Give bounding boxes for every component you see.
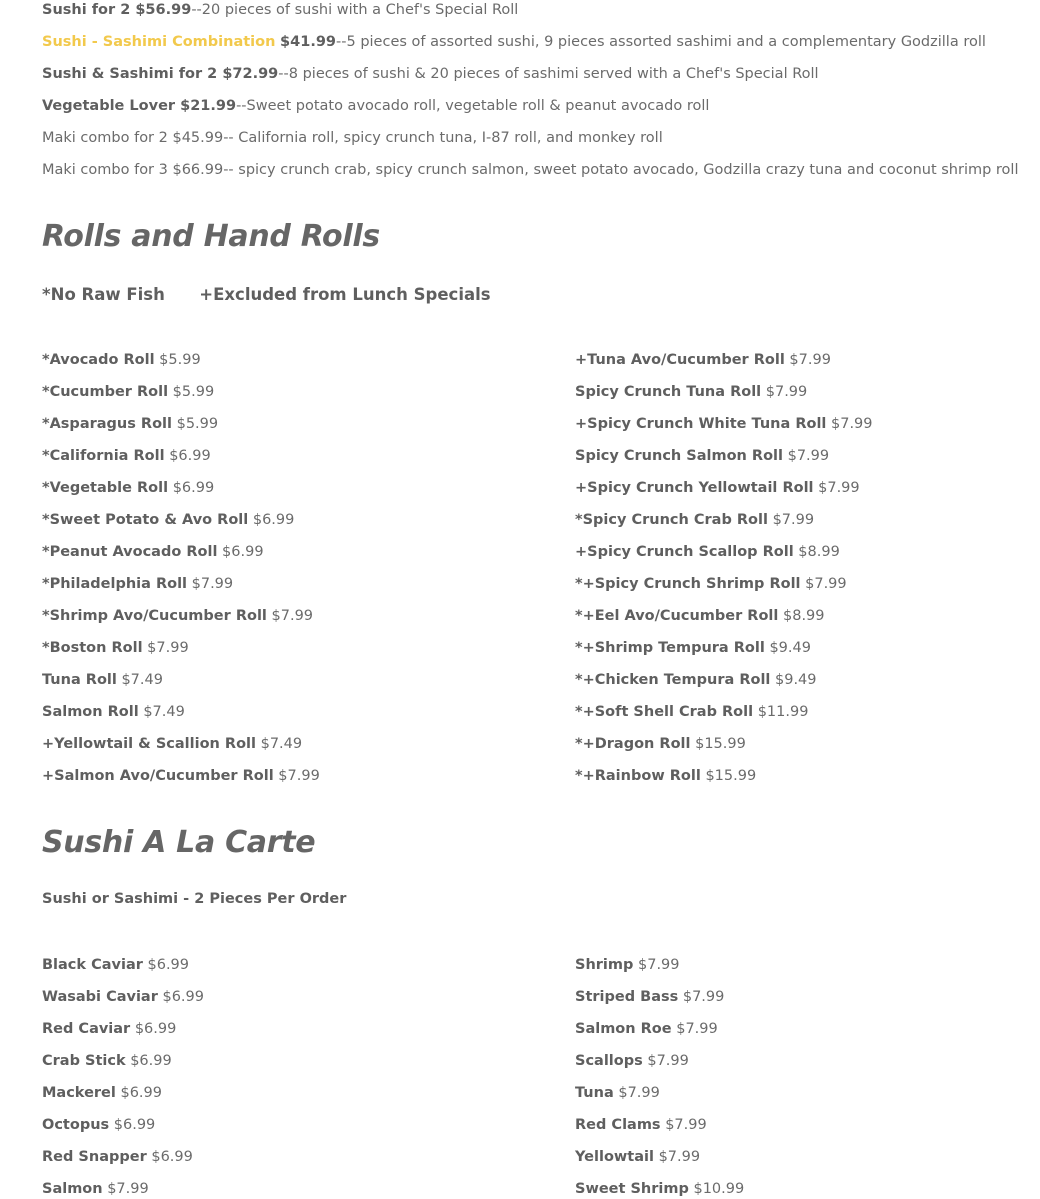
menu-item-name: +Spicy Crunch Yellowtail Roll [575, 480, 814, 496]
menu-item [42, 670, 163, 690]
menu-item-price: $7.99 [772, 512, 815, 528]
menu-item [42, 542, 264, 562]
combo-line [42, 160, 1018, 180]
menu-item-price: $5.99 [159, 352, 201, 368]
menu-item-name: *+Shrimp Tempura Roll [575, 640, 765, 656]
combo-line [42, 96, 709, 116]
menu-item [575, 702, 808, 722]
menu-item-name: *+Dragon Roll [575, 736, 691, 752]
menu-item [575, 1051, 689, 1071]
menu-item-price: $7.49 [143, 704, 185, 720]
menu-item-name: +Yellowtail & Scallion Roll [42, 736, 256, 752]
menu-item-name: Tuna [575, 1085, 614, 1101]
menu-item [42, 606, 313, 626]
menu-item [575, 1083, 660, 1103]
menu-item-name: *Philadelphia Roll [42, 576, 188, 592]
menu-item-price: $6.99 [252, 512, 295, 528]
menu-item-price: $7.99 [765, 384, 808, 400]
menu-item [575, 606, 825, 626]
menu-item [575, 1179, 744, 1199]
menu-item-name: *+Soft Shell Crab Roll [575, 704, 754, 720]
menu-item-price: $7.99 [638, 957, 680, 973]
menu-item-price: $7.99 [107, 1181, 149, 1197]
menu-item-price: $6.99 [130, 1053, 172, 1069]
menu-item-name: Spicy Crunch Tuna Roll [575, 384, 762, 400]
menu-item [575, 574, 847, 594]
menu-item [575, 1019, 718, 1039]
menu-item-name: Sweet Shrimp [575, 1181, 689, 1197]
menu-item [42, 734, 302, 754]
menu-item-name: +Spicy Crunch Scallop Roll [575, 544, 794, 560]
menu-item [42, 1083, 162, 1103]
menu-item-price: $7.49 [121, 672, 163, 688]
menu-item [42, 1019, 176, 1039]
menu-item [42, 446, 211, 466]
menu-item-name: Tuna Roll [42, 672, 117, 688]
menu-item-price: $10.99 [693, 1181, 745, 1197]
combo-line [42, 0, 518, 20]
menu-item-name: Yellowtail [575, 1149, 654, 1165]
menu-item-name: *+Rainbow Roll [575, 768, 701, 784]
menu-item-price: $7.99 [831, 416, 873, 432]
menu-item-price: $7.99 [676, 1021, 718, 1037]
menu-item-name: Red Snapper [42, 1149, 147, 1165]
menu-item [575, 382, 807, 402]
menu-item-price: $6.99 [134, 1021, 177, 1037]
menu-item-price: $7.49 [260, 736, 303, 752]
menu-item-price: $6.99 [120, 1085, 162, 1101]
menu-item-name: +Tuna Avo/Cucumber Roll [575, 352, 785, 368]
menu-item-price: $15.99 [695, 736, 746, 752]
menu-item [575, 510, 814, 530]
menu-item-price: $6.99 [162, 989, 204, 1005]
menu-item-price: $5.99 [176, 416, 219, 432]
menu-item-name: Shrimp [575, 957, 634, 973]
menu-item-name: Salmon [42, 1181, 103, 1197]
menu-item-name: *Vegetable Roll [42, 480, 169, 496]
menu-item-price: $7.99 [805, 576, 847, 592]
menu-item-name: *Boston Roll [42, 640, 143, 656]
menu-item [575, 1115, 707, 1135]
combo-name-highlighted: Sushi - Sashimi Combination [42, 34, 276, 50]
menu-item-name: Black Caviar [42, 957, 143, 973]
menu-item [42, 638, 189, 658]
menu-item [42, 382, 214, 402]
menu-item-price: $7.99 [818, 480, 860, 496]
menu-item-price: $7.99 [271, 608, 314, 624]
menu-item [575, 987, 724, 1007]
menu-item-price: $7.99 [278, 768, 320, 784]
menu-item [575, 638, 811, 658]
menu-item-name: Striped Bass [575, 989, 679, 1005]
menu-item-name: Red Clams [575, 1117, 661, 1133]
menu-item-price: $9.49 [775, 672, 817, 688]
combo-price: $41.99 [280, 34, 337, 50]
menu-item [575, 670, 817, 690]
menu-item [575, 1147, 700, 1167]
rolls-legend: *No Raw Fish +Excluded from Lunch Specials [42, 285, 491, 304]
menu-item-name: *Asparagus Roll [42, 416, 172, 432]
menu-item-name: *Spicy Crunch Crab Roll [575, 512, 768, 528]
menu-item [575, 955, 680, 975]
menu-item-name: *Sweet Potato & Avo Roll [42, 512, 249, 528]
combo-text: Maki combo for 2 $45.99-- California roll, spicy crunch tuna, I-87 roll, and monkey roll [42, 130, 663, 146]
combo-text: Maki combo for 3 $66.99-- spicy crunch crab, spicy crunch salmon, sweet potato avocado, Godzilla crazy tuna and coconut shrimp roll [42, 162, 1019, 178]
menu-item-price: $5.99 [172, 384, 215, 400]
menu-item-name: Octopus [42, 1117, 110, 1133]
menu-item [42, 510, 294, 530]
combo-line [42, 64, 819, 84]
menu-item [42, 702, 185, 722]
alacarte-section-title: Sushi A La Carte [42, 825, 316, 860]
menu-item-price: $9.49 [769, 640, 811, 656]
menu-item [575, 414, 873, 434]
menu-item-price: $6.99 [172, 480, 215, 496]
menu-item-name: Crab Stick [42, 1053, 126, 1069]
menu-item-name: *California Roll [42, 448, 165, 464]
menu-item-price: $7.99 [647, 1053, 689, 1069]
menu-item [575, 766, 756, 786]
menu-item [575, 478, 860, 498]
menu-item [42, 1179, 149, 1199]
menu-item-price: $7.99 [682, 989, 725, 1005]
menu-item-price: $6.99 [151, 1149, 193, 1165]
menu-item-name: *Avocado Roll [42, 352, 155, 368]
combo-desc: --20 pieces of sushi with a Chef's Special Roll [191, 2, 519, 18]
menu-item-price: $7.99 [787, 448, 830, 464]
menu-item [42, 414, 218, 434]
menu-item [42, 1051, 172, 1071]
menu-item-price: $15.99 [705, 768, 757, 784]
menu-item-name: +Spicy Crunch White Tuna Roll [575, 416, 827, 432]
menu-item-name: *+Spicy Crunch Shrimp Roll [575, 576, 801, 592]
menu-item-name: *+Chicken Tempura Roll [575, 672, 771, 688]
combo-desc: --5 pieces of assorted sushi, 9 pieces assorted sashimi and a complementary Godzilla roll [336, 34, 986, 50]
menu-item-price: $7.99 [665, 1117, 707, 1133]
menu-item [575, 542, 840, 562]
menu-item [575, 734, 746, 754]
menu-item-name: Salmon Roll [42, 704, 139, 720]
menu-item-price: $6.99 [113, 1117, 156, 1133]
menu-item-price: $11.99 [757, 704, 809, 720]
menu-item-name: +Salmon Avo/Cucumber Roll [42, 768, 274, 784]
menu-item-price: $6.99 [147, 957, 190, 973]
menu-item-name: Wasabi Caviar [42, 989, 158, 1005]
menu-item-name: Mackerel [42, 1085, 116, 1101]
combo-name: Vegetable Lover $21.99 [42, 98, 237, 114]
menu-item-name: *Cucumber Roll [42, 384, 169, 400]
menu-item-price: $8.99 [783, 608, 825, 624]
menu-item-price: $8.99 [798, 544, 840, 560]
combo-name: Sushi for 2 $56.99 [42, 2, 192, 18]
menu-item [42, 574, 233, 594]
combo-desc: --8 pieces of sushi & 20 pieces of sashimi served with a Chef's Special Roll [278, 66, 819, 82]
menu-item-price: $7.99 [618, 1085, 660, 1101]
menu-item-price: $6.99 [222, 544, 264, 560]
alacarte-subtitle: Sushi or Sashimi - 2 Pieces Per Order [42, 891, 347, 907]
menu-item-name: Salmon Roe [575, 1021, 672, 1037]
menu-item-name: Red Caviar [42, 1021, 131, 1037]
combo-line [42, 128, 663, 148]
combo-name: Sushi & Sashimi for 2 $72.99 [42, 66, 279, 82]
menu-item [42, 478, 214, 498]
menu-item [575, 350, 831, 370]
menu-item-price: $7.99 [147, 640, 189, 656]
menu-item-name: *Shrimp Avo/Cucumber Roll [42, 608, 267, 624]
combo-desc: --Sweet potato avocado roll, vegetable roll & peanut avocado roll [236, 98, 710, 114]
menu-item [42, 766, 320, 786]
menu-item-price: $6.99 [169, 448, 211, 464]
menu-item [42, 350, 201, 370]
menu-item [575, 446, 829, 466]
menu-item-name: *+Eel Avo/Cucumber Roll [575, 608, 779, 624]
menu-item-price: $7.99 [789, 352, 831, 368]
menu-item-price: $7.99 [191, 576, 234, 592]
combo-line [42, 32, 986, 52]
menu-item [42, 1115, 155, 1135]
menu-item [42, 987, 204, 1007]
menu-item-name: *Peanut Avocado Roll [42, 544, 218, 560]
menu-item-name: Spicy Crunch Salmon Roll [575, 448, 783, 464]
menu-item [42, 1147, 193, 1167]
rolls-section-title: Rolls and Hand Rolls [42, 219, 380, 254]
menu-item-price: $7.99 [658, 1149, 701, 1165]
menu-item [42, 955, 189, 975]
menu-item-name: Scallops [575, 1053, 643, 1069]
